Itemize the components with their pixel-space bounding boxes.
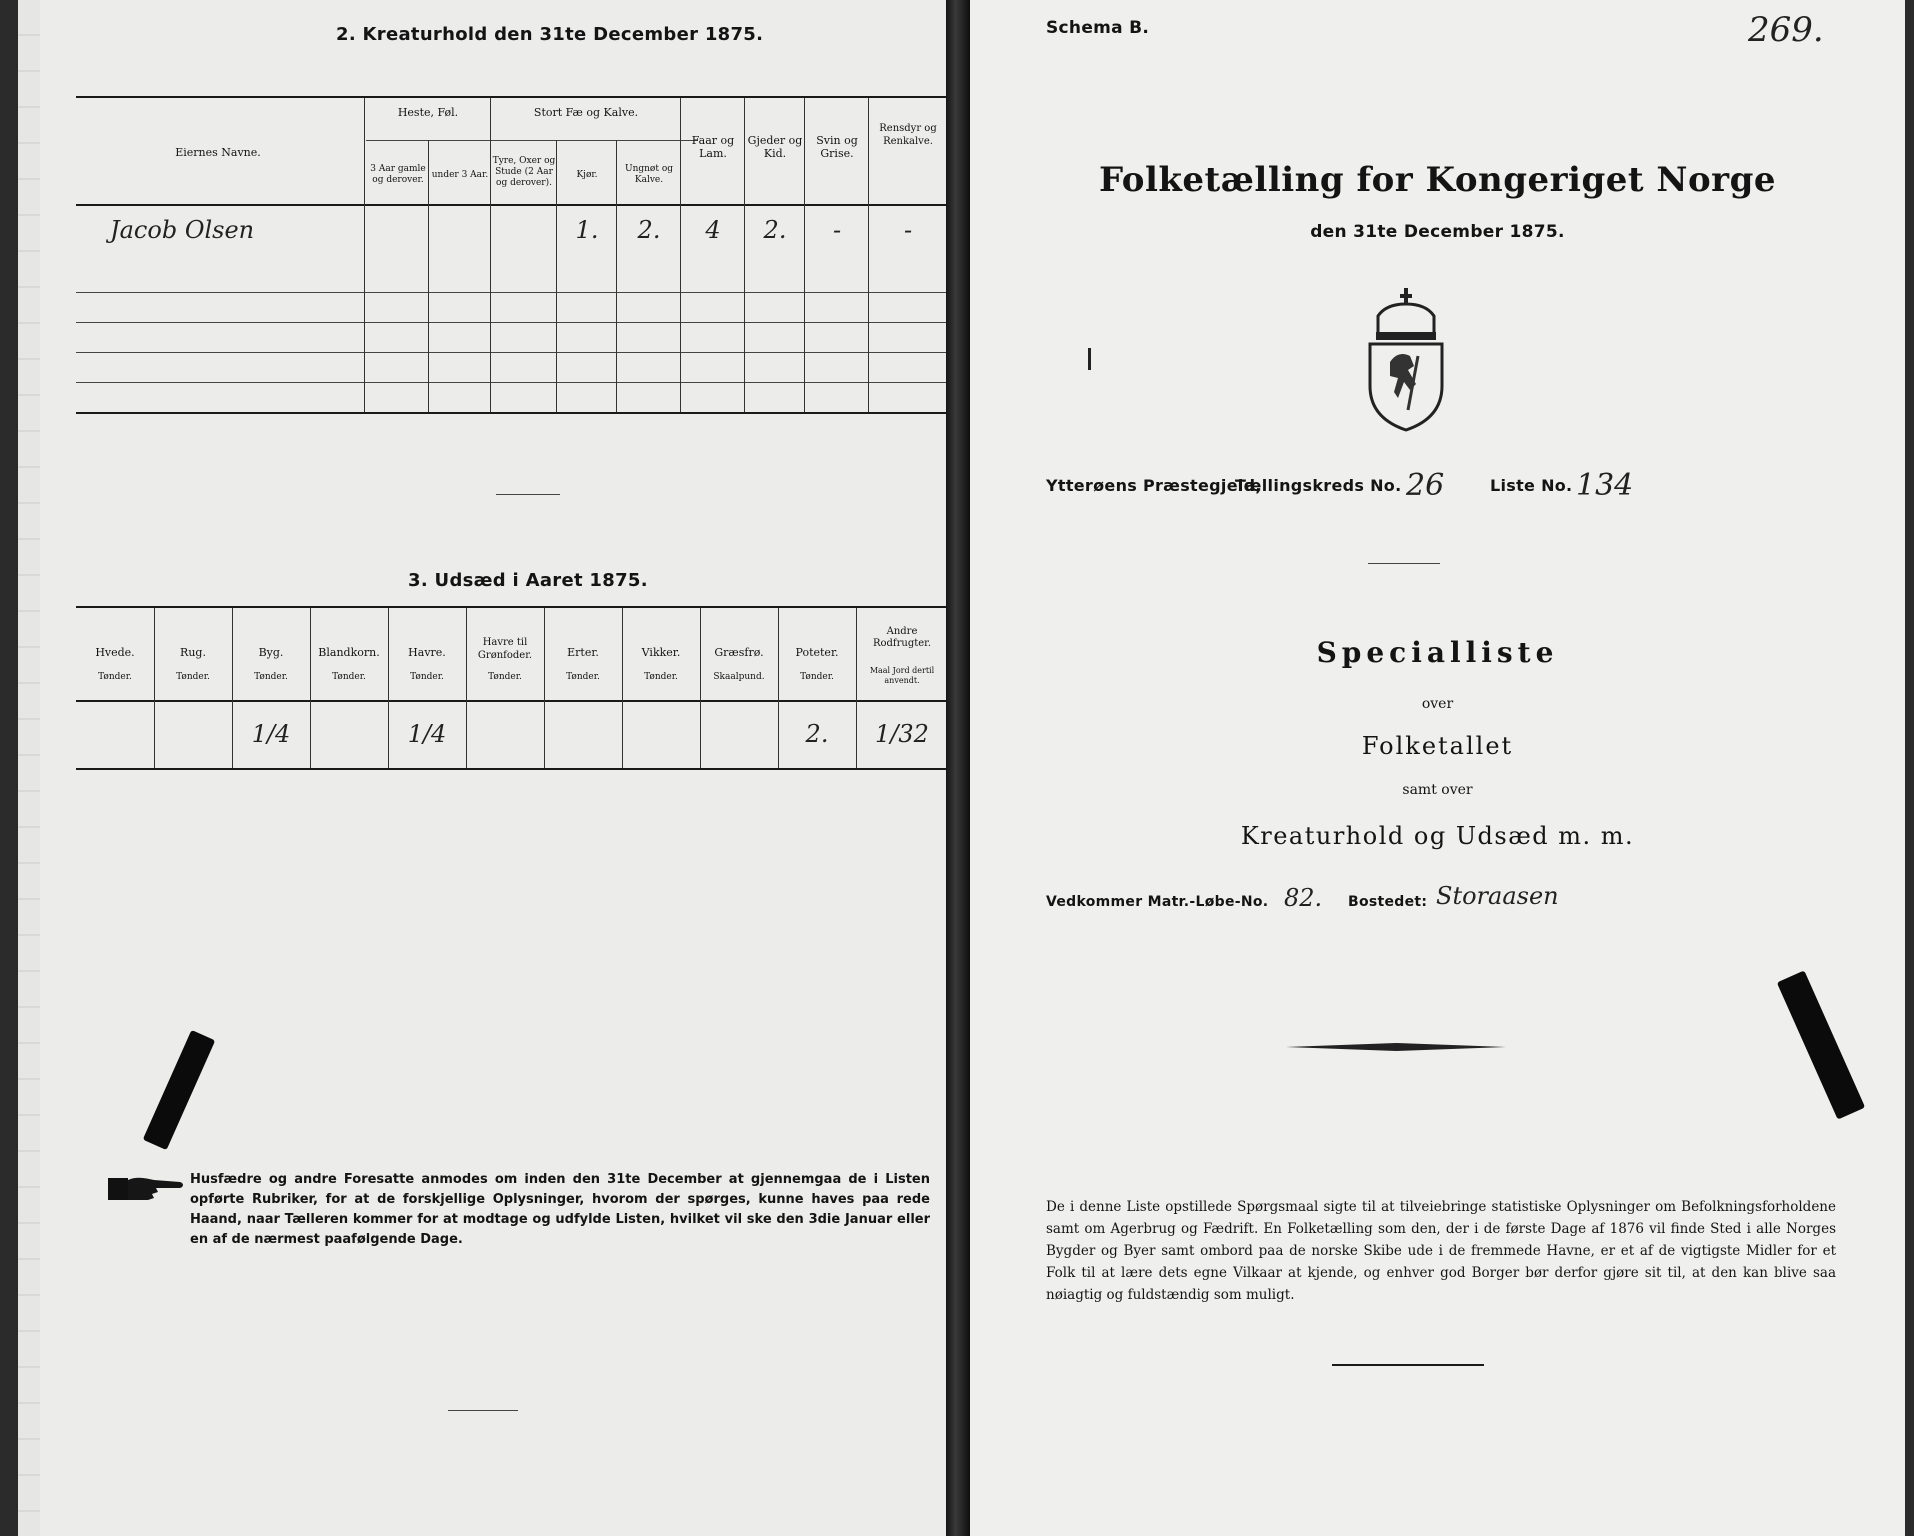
kreaturhold-text: Kreaturhold og Udsæd m. m. [1240,822,1635,850]
val-andre: 1/32 [875,720,929,748]
section3-title: 3. Udsæd i Aaret 1875. [408,570,648,591]
header-faar: Faar og Lam. [691,134,735,160]
hdr-rug: Rug. [180,646,206,659]
unit-rug: Tønder. [176,672,210,682]
census-title: Folketælling for Kongeriget Norge [1098,160,1776,200]
header-rensdyr: Rensdyr og Renkalve. [879,123,937,147]
header-gjeder: Gjeder og Kid. [747,134,803,160]
value-rensdyr: - [903,216,913,244]
bosted-value: Storaasen [1436,882,1559,910]
unit-andre: Maal Jord dertil anvendt. [869,666,935,685]
samt-over-text: samt over [1402,782,1473,798]
census-date: den 31te December 1875. [1310,222,1565,242]
header-heste-3aar: 3 Aar gamle og derover. [370,164,426,185]
header-heste: Heste, Føl. [397,106,459,119]
unit-poteter: Tønder. [800,672,834,682]
hdr-graesfro: Græsfrø. [714,646,764,659]
bosted-label: Bostedet: [1348,894,1428,910]
footer-text: De i denne Liste opstillede Spørgsmaal sigte til at tilveiebringe statistiske Oplysninger om Befolkningsforholdene samt om Agerbrug og Fædrift. En Folketælling som den, der i de første Dage af 1876 vil finde Sted i alle Norges Bygder og Byer samt ombord paa de norske Skibe ude i de fremmede Havne, er et af de vigtigste Midler for et Folk til at lære dets egne Vilkaar at kjende, og enhver god Borger bør derfor gjøre sit til, at den kan blive saa nøiagtig og fuldstændig som muligt. [1046,1199,1836,1303]
unit-hvede: Tønder. [98,672,132,682]
folio-number: 269. [1748,10,1824,50]
header-ungnot: Ungnøt og Kalve. [624,164,673,185]
hdr-havre: Havre. [408,646,446,659]
left-page [18,0,946,1536]
folketallet-text: Folketallet [1361,732,1514,760]
unit-graesfro: Skaalpund. [713,672,765,682]
prestegjeld-label: Ytterøens Præstegjeld, [1046,476,1262,495]
binding-clip-right [1777,970,1865,1119]
value-gjeder: 2. [763,216,787,244]
hdr-blandkorn: Blandkorn. [318,646,380,659]
over-text: over [1421,696,1454,712]
coat-of-arms-emblem [1364,286,1448,432]
owner-name: Jacob Olsen [110,216,255,244]
unit-vikker: Tønder. [644,672,678,682]
schema-label: Schema B. [1046,18,1150,38]
kreds-value: 26 [1406,468,1445,503]
hdr-poteter: Poteter. [795,646,839,659]
unit-erter: Tønder. [566,672,600,682]
val-havre: 1/4 [407,720,447,748]
kreds-label: Tællingskreds No. [1235,476,1402,495]
val-byg: 1/4 [251,720,291,748]
margin-tick [1088,348,1091,370]
binding-clip [143,1030,216,1150]
header-svin: Svin og Grise. [816,134,858,160]
unit-havre-gron: Tønder. [488,672,522,682]
header-tyre: Tyre, Oxer og Stude (2 Aar og derover). [492,156,556,188]
value-faar: 4 [705,216,721,244]
notice-text: Husfædre og andre Foresatte anmodes om inden den 31te December at gjennemgaa de i Listen opførte Rubriker, for at de forskjellige Oplysninger, hvorom der spørges, kunne haves paa rede Haand, naar Tælleren kommer for at modtage og udfylde Listen, hvilket vil ske den 3die Januar eller en af de nærmest paafølgende Dage. [190,1172,930,1247]
specialliste-title: Specialliste [1316,636,1559,669]
value-ungnot: 2. [637,216,661,244]
header-fae: Stort Fæ og Kalve. [533,106,639,119]
liste-label: Liste No. [1490,476,1573,495]
hdr-hvede: Hvede. [95,646,135,659]
section2-title: 2. Kreaturhold den 31te December 1875. [336,24,764,45]
value-kjor: 1. [575,216,599,244]
unit-havre: Tønder. [410,672,444,682]
right-page [970,0,1905,1536]
header-owner: Eiernes Navne. [175,146,261,159]
hdr-havre-gron: Havre til Grønfoder. [477,637,533,661]
page-edge-tabs [18,0,40,1536]
book-gutter [946,0,970,1536]
unit-blandkorn: Tønder. [332,672,366,682]
matr-value: 82. [1284,884,1323,912]
header-kjor: Kjør. [576,170,598,180]
hdr-erter: Erter. [567,646,599,659]
header-heste-under3: under 3 Aar. [431,170,489,180]
ornamental-rule [1286,1040,1506,1054]
hdr-vikker: Vikker. [641,646,681,659]
unit-byg: Tønder. [254,672,288,682]
hdr-andre: Andre Rodfrugter. [872,626,932,649]
pointing-hand-icon [106,1172,184,1206]
value-svin: - [832,216,842,244]
hdr-byg: Byg. [258,646,284,659]
matr-label: Vedkommer Matr.-Løbe-No. [1046,894,1269,910]
val-poteter: 2. [805,720,829,748]
liste-value: 134 [1576,468,1634,503]
